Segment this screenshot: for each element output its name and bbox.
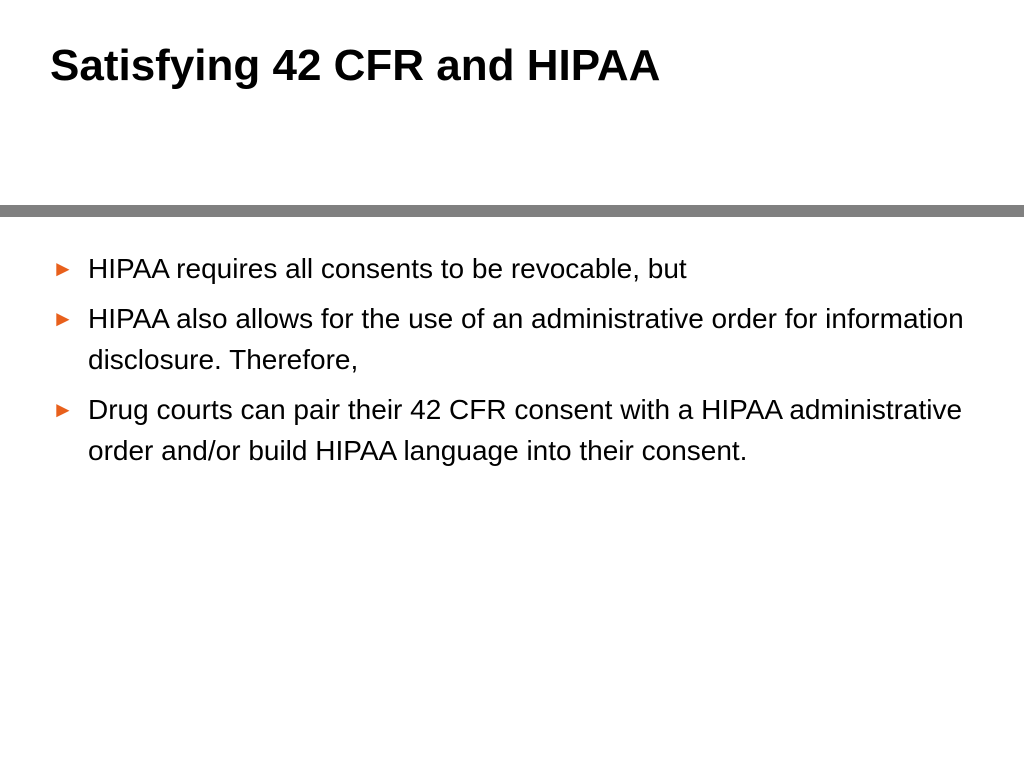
bullet-text: Drug courts can pair their 42 CFR consent with a HIPAA administrative order and/or build HIPAA language into their consent. — [88, 394, 963, 466]
bullet-item — [52, 248, 992, 289]
triangle-right-icon: ► — [52, 256, 74, 281]
triangle-right-icon: ► — [52, 397, 74, 422]
bullet-text: HIPAA requires all consents to be revocable, but — [88, 253, 687, 284]
bullet-text: HIPAA also allows for the use of an administrative order for information disclosure. Therefore, — [88, 303, 964, 375]
title-divider — [0, 205, 1024, 217]
slide-title: Satisfying 42 CFR and HIPAA — [50, 41, 661, 90]
triangle-right-icon: ► — [52, 306, 74, 331]
bullet-item — [52, 298, 992, 380]
bullet-list — [52, 248, 992, 480]
bullet-item — [52, 389, 992, 471]
